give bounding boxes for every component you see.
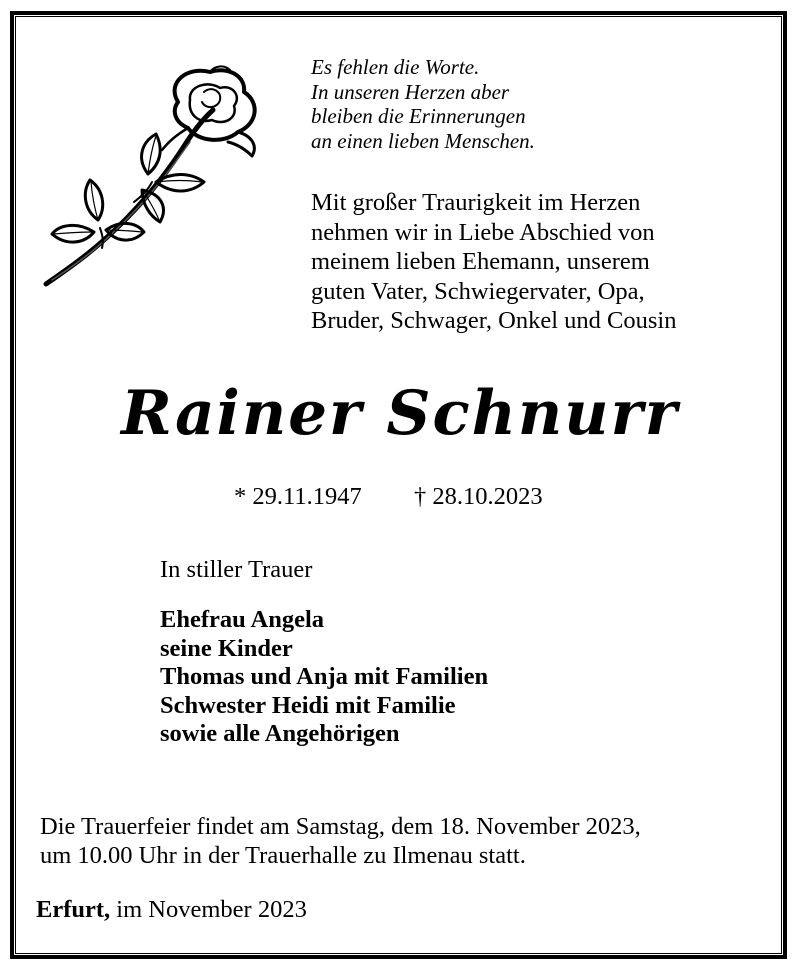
- service-line: Die Trauerfeier findet am Samstag, dem 18. November 2023,: [40, 813, 641, 840]
- family-list: [160, 606, 488, 749]
- intro-line: Bruder, Schwager, Onkel und Cousin: [311, 307, 677, 335]
- mourning-heading: In stiller Trauer: [160, 556, 313, 583]
- intro-line: Mit großer Traurigkeit im Herzen: [311, 189, 641, 216]
- poem: [311, 55, 535, 153]
- place-date-text: im November 2023: [116, 896, 307, 923]
- poem-line: an einen lieben Menschen.: [311, 128, 535, 153]
- family-member: Thomas und Anja mit Familien: [160, 663, 489, 690]
- poem-line: Es fehlen die Worte.: [311, 55, 480, 79]
- family-member: sowie alle Angehörigen: [160, 720, 400, 747]
- family-member: Ehefrau Angela: [160, 606, 325, 633]
- service-line: um 10.00 Uhr in der Trauerhalle zu Ilmenau statt.: [40, 842, 526, 869]
- place-name: Erfurt,: [36, 896, 111, 923]
- intro-line: meinem lieben Ehemann, unserem: [311, 248, 650, 276]
- intro-line: guten Vater, Schwiegervater, Opa,: [311, 277, 645, 305]
- service-info: [40, 812, 641, 870]
- deceased-name: Rainer Schnurr: [121, 378, 679, 449]
- intro-text: [311, 188, 676, 336]
- poem-line: In unseren Herzen aber: [311, 79, 510, 104]
- birth-date: * 29.11.1947: [234, 483, 362, 510]
- family-member: seine Kinder: [160, 634, 293, 662]
- intro-line: nehmen wir in Liebe Abschied von: [311, 218, 655, 246]
- place-date: [36, 895, 307, 925]
- family-member: Schwester Heidi mit Familie: [160, 691, 456, 719]
- poem-line: bleiben die Erinnerungen: [311, 104, 526, 128]
- rose-icon: [38, 62, 268, 292]
- death-date: † 28.10.2023: [414, 483, 543, 510]
